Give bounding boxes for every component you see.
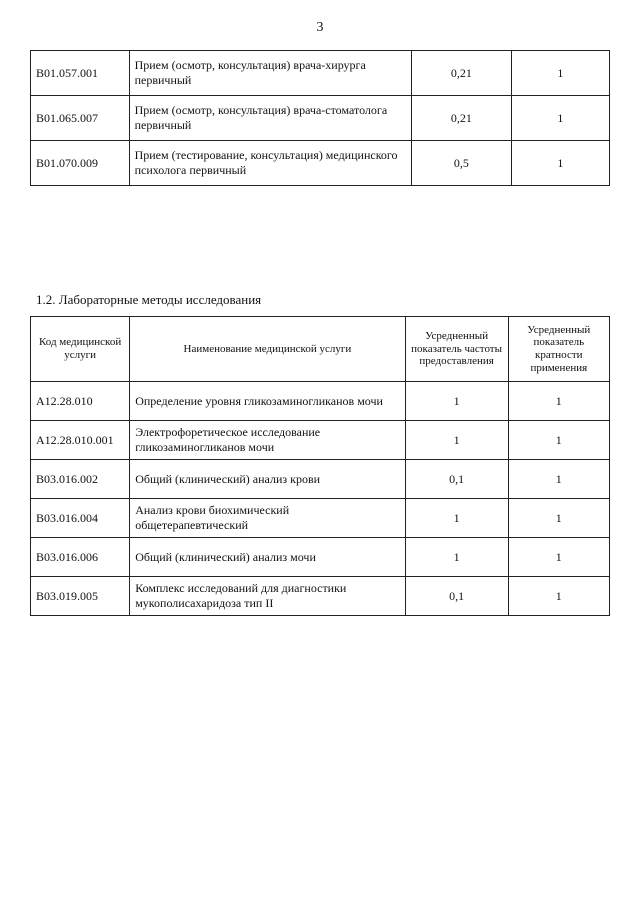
multiplicity-value: 1 <box>511 51 609 96</box>
frequency-value: 1 <box>405 382 508 421</box>
frequency-value: 1 <box>405 499 508 538</box>
service-name: Прием (осмотр, консультация) врача-хирурга первичный <box>129 51 411 96</box>
multiplicity-value: 1 <box>508 499 609 538</box>
service-name: Прием (осмотр, консультация) врача-стоматолога первичный <box>129 96 411 141</box>
page-number: 3 <box>316 20 324 35</box>
multiplicity-value: 1 <box>511 141 609 186</box>
service-code: B01.065.007 <box>31 96 130 141</box>
table-row <box>31 421 610 460</box>
frequency-value: 0,1 <box>405 577 508 616</box>
service-name: Общий (клинический) анализ мочи <box>130 538 405 577</box>
service-code: B03.019.005 <box>31 577 130 616</box>
table-row <box>31 96 610 141</box>
service-name: Комплекс исследований для диагностики мукополисахаридоза тип II <box>130 577 405 616</box>
service-name: Электрофоретическое исследование гликозаминогликанов мочи <box>130 421 405 460</box>
service-code: B01.057.001 <box>31 51 130 96</box>
service-name: Общий (клинический) анализ крови <box>130 460 405 499</box>
multiplicity-value: 1 <box>508 460 609 499</box>
table-row <box>31 460 610 499</box>
table-header-row <box>31 317 610 382</box>
service-code: A12.28.010 <box>31 382 130 421</box>
multiplicity-value: 1 <box>508 577 609 616</box>
service-name: Анализ крови биохимический общетерапевтический <box>130 499 405 538</box>
frequency-value: 0,1 <box>405 460 508 499</box>
service-name: Определение уровня гликозаминогликанов мочи <box>130 382 405 421</box>
header-multiplicity: Усредненный показатель кратности применения <box>508 317 609 382</box>
multiplicity-value: 1 <box>508 382 609 421</box>
service-code: B01.070.009 <box>31 141 130 186</box>
table-row <box>31 499 610 538</box>
table-row <box>31 382 610 421</box>
consultations-table <box>30 50 610 186</box>
multiplicity-value: 1 <box>508 538 609 577</box>
service-code: B03.016.004 <box>31 499 130 538</box>
multiplicity-value: 1 <box>511 96 609 141</box>
multiplicity-value: 1 <box>508 421 609 460</box>
frequency-value: 1 <box>405 538 508 577</box>
frequency-value: 0,21 <box>412 96 512 141</box>
section-title: 1.2. Лабораторные методы исследования <box>36 292 262 307</box>
service-code: A12.28.010.001 <box>31 421 130 460</box>
service-code: B03.016.006 <box>31 538 130 577</box>
table-row <box>31 51 610 96</box>
header-name: Наименование медицинской услуги <box>130 317 405 382</box>
frequency-value: 0,21 <box>412 51 512 96</box>
table-row <box>31 577 610 616</box>
header-code: Код медицинской услуги <box>31 317 130 382</box>
table-row <box>31 141 610 186</box>
table-row <box>31 538 610 577</box>
frequency-value: 1 <box>405 421 508 460</box>
lab-methods-table <box>30 316 610 616</box>
header-frequency: Усредненный показатель частоты предоставления <box>405 317 508 382</box>
frequency-value: 0,5 <box>412 141 512 186</box>
service-name: Прием (тестирование, консультация) медицинского психолога первичный <box>129 141 411 186</box>
service-code: B03.016.002 <box>31 460 130 499</box>
